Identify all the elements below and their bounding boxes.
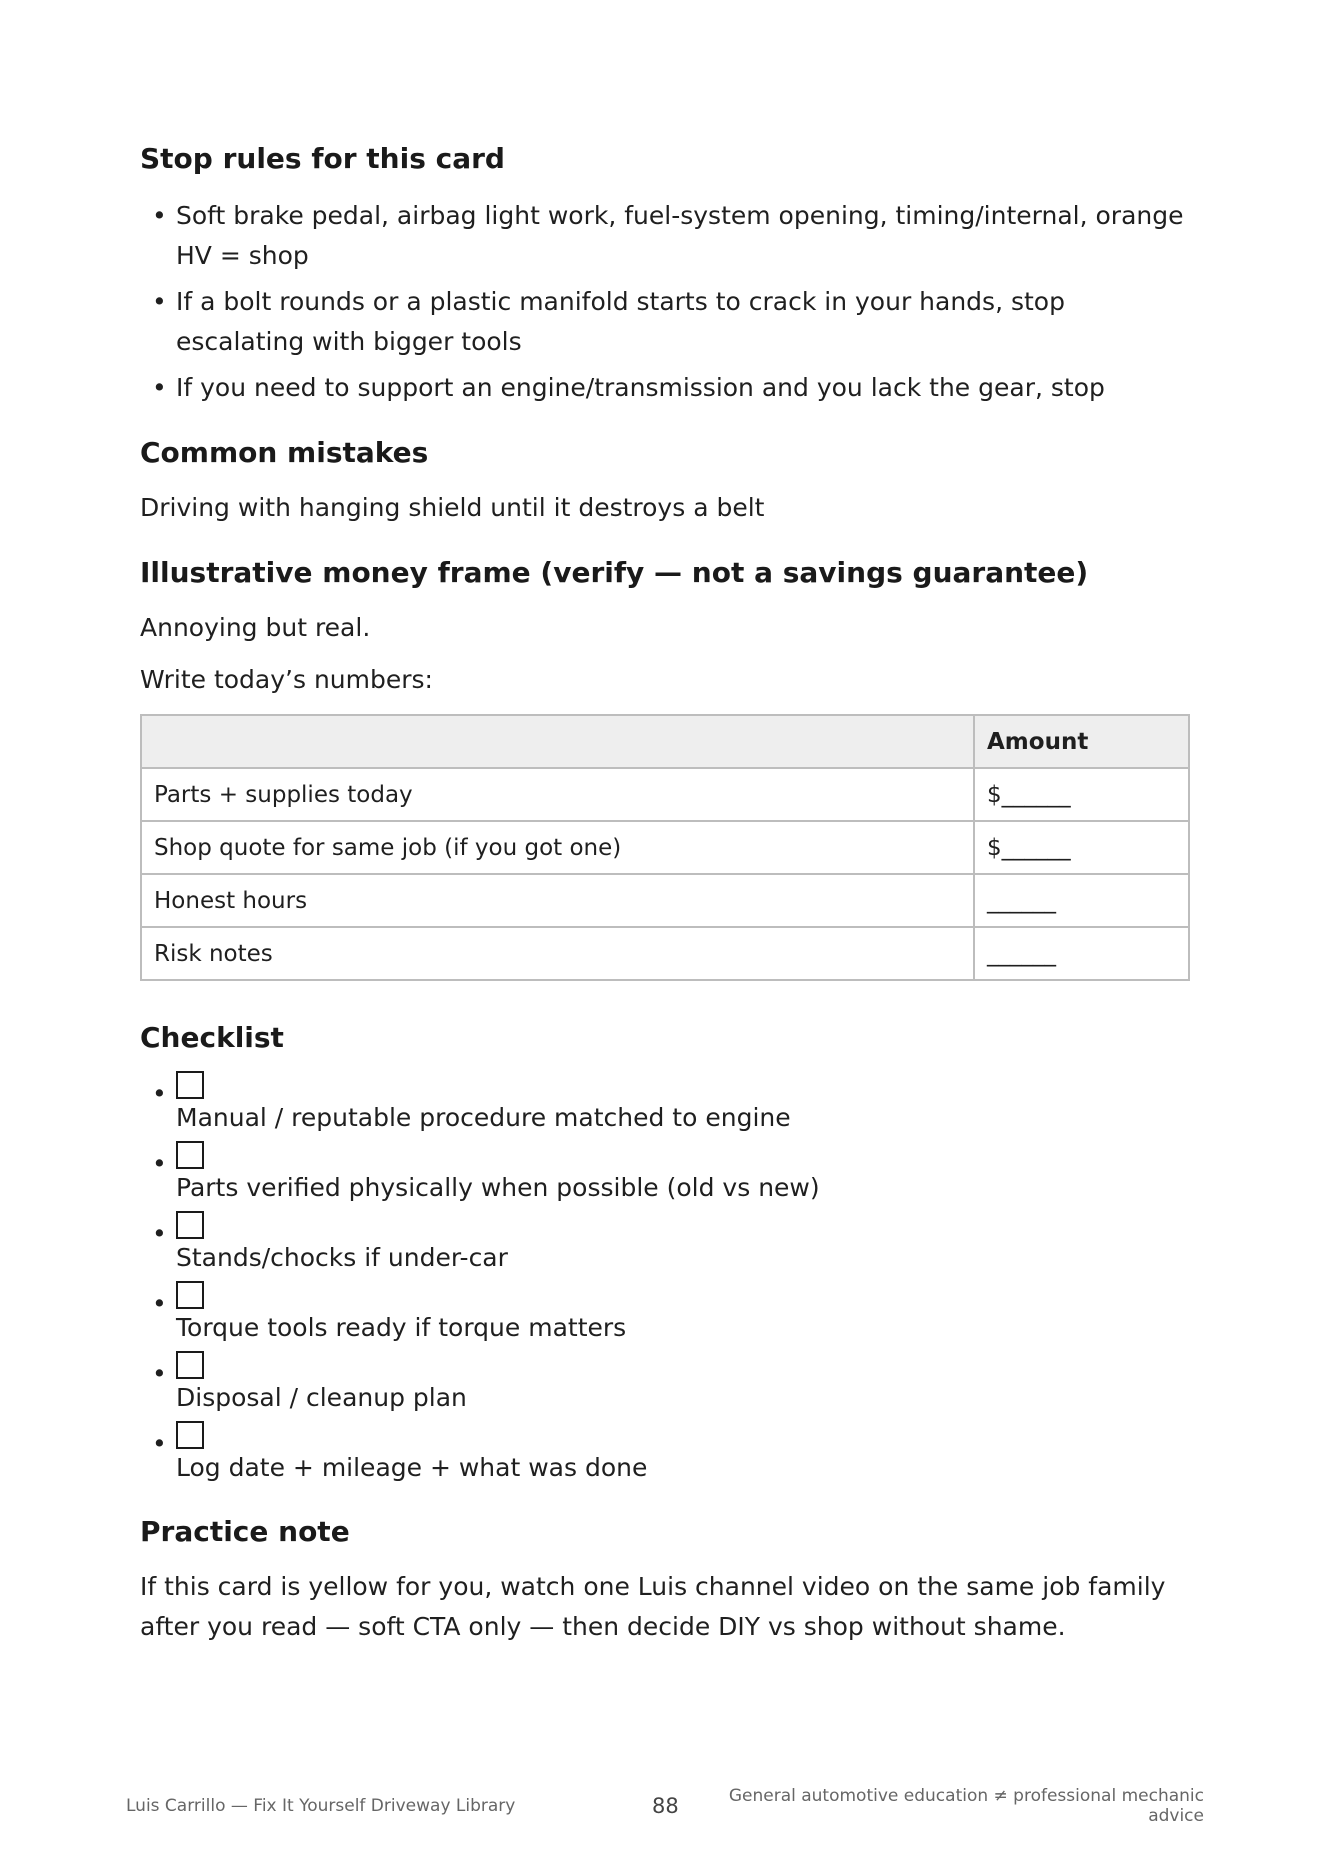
practice-note-text: If this card is yellow for you, watch one Luis channel video on the same job family after you read — soft CTA only — then decide DIY vs shop without shame. [140, 1572, 1166, 1641]
checklist-item [140, 1071, 1190, 1135]
footer-author-title: Luis Carrillo — Fix It Yourself Driveway Library [126, 1796, 516, 1816]
common-mistakes-heading: Common mistakes [140, 436, 429, 469]
list-item: • If a bolt rounds or a plastic manifold starts to crack in your hands, stop escalating with bigger tools [140, 282, 1190, 362]
footer-disclaimer-line1: General automotive education ≠ professional mechanic [728, 1786, 1204, 1806]
stop-rules-heading: Stop rules for this card [140, 142, 505, 175]
table-cell-amount[interactable]: $______ [974, 821, 1189, 874]
list-item: • If you need to support an engine/transmission and you lack the gear, stop [140, 368, 1190, 408]
list-item: • Soft brake pedal, airbag light work, fuel-system opening, timing/internal, orange HV = shop [140, 196, 1190, 276]
footer-disclaimer-line2: advice [1148, 1806, 1204, 1826]
table-header-row [141, 715, 1189, 768]
money-table [140, 714, 1190, 981]
footer-disclaimer [684, 1786, 1204, 1826]
checklist-item [140, 1351, 1190, 1415]
money-frame-prompt: Write today’s numbers: [140, 665, 433, 694]
checklist-item [140, 1211, 1190, 1275]
table-header-blank [141, 715, 974, 768]
page-number: 88 [652, 1794, 679, 1818]
table-cell-amount[interactable]: ______ [974, 874, 1189, 927]
practice-note-heading: Practice note [140, 1515, 350, 1548]
table-row [141, 927, 1189, 980]
checkbox[interactable] [176, 1141, 204, 1169]
page-content [140, 140, 1190, 1647]
table-cell-label: Parts + supplies today [141, 768, 974, 821]
checkbox[interactable] [176, 1071, 204, 1099]
checklist-item-label: Disposal / cleanup plan [176, 1383, 467, 1412]
table-header-amount: Amount [974, 715, 1189, 768]
checklist-item [140, 1421, 1190, 1485]
table-row [141, 768, 1189, 821]
checklist-heading: Checklist [140, 1021, 284, 1054]
table-row [141, 821, 1189, 874]
table-cell-label: Honest hours [141, 874, 974, 927]
checkbox[interactable] [176, 1351, 204, 1379]
table-row [141, 874, 1189, 927]
checkbox[interactable] [176, 1421, 204, 1449]
stop-rules-list [140, 196, 1190, 408]
checklist-item-label: Stands/chocks if under-car [176, 1243, 508, 1272]
checklist-item [140, 1141, 1190, 1205]
checkbox[interactable] [176, 1211, 204, 1239]
money-frame-heading: Illustrative money frame (verify — not a savings guarantee) [140, 556, 1089, 589]
checklist-item-label: Torque tools ready if torque matters [176, 1313, 627, 1342]
common-mistakes-text: Driving with hanging shield until it destroys a belt [140, 493, 765, 522]
table-cell-label: Shop quote for same job (if you got one) [141, 821, 974, 874]
checklist-item-label: Manual / reputable procedure matched to engine [176, 1103, 791, 1132]
table-cell-amount[interactable]: ______ [974, 927, 1189, 980]
checklist-item-label: Log date + mileage + what was done [176, 1453, 648, 1482]
table-cell-label: Risk notes [141, 927, 974, 980]
checkbox[interactable] [176, 1281, 204, 1309]
checklist-item-label: Parts verified physically when possible (old vs new) [176, 1173, 820, 1202]
table-cell-amount[interactable]: $______ [974, 768, 1189, 821]
money-frame-intro: Annoying but real. [140, 613, 371, 642]
checklist-list [140, 1071, 1190, 1485]
checklist-item [140, 1281, 1190, 1345]
